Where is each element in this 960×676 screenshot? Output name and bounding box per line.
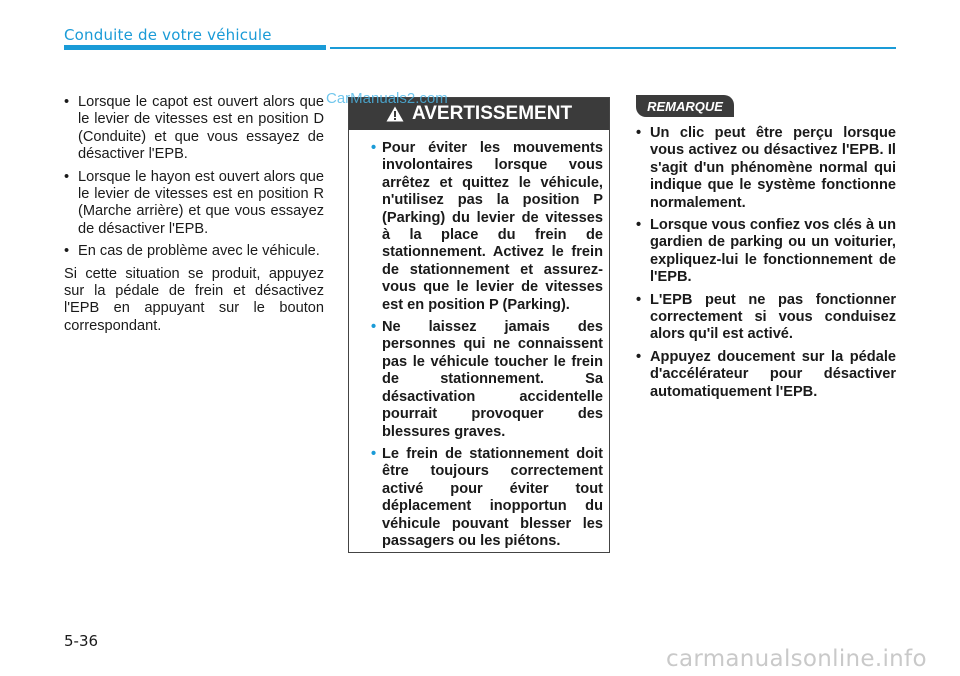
remark-badge: REMARQUE (636, 95, 734, 117)
footer-watermark: carmanualsonline.info (666, 646, 927, 672)
watermark-top: CarManuals2.com (326, 90, 448, 107)
warning-box (348, 97, 610, 553)
list-item: • Pour éviter les mouvements involontaires lorsque vous arrêtez et quittez le véhicule, n'utilisez pas la position P (Parking) du levier de vitesses à la place du frein de stationnement. Activez le frein de stationnement et assurez-vous que le levier de vitesses est en position P (Parking). (371, 140, 603, 314)
list-item: • Le frein de stationnement doit être toujours correctement activé pour éviter tout déplacement inopportun du véhicule pouvant blesser les passagers ou les piétons. (371, 446, 603, 550)
list-item: • Lorsque le capot est ouvert alors que le levier de vitesses est en position D (Conduite) et que vous essayez de désactiver l'EPB. (64, 94, 324, 164)
warning-triangle-icon (386, 106, 404, 122)
left-column (64, 94, 324, 335)
header-rule-thin (330, 47, 896, 49)
remark-list (636, 125, 896, 406)
list-item: • Appuyez doucement sur la pédale d'accélérateur pour désactiver automatiquement l'EPB. (636, 349, 896, 401)
list-item: • Lorsque le hayon est ouvert alors que le levier de vitesses est en position R (Marche arrière) et que vous essayez de désactiver l'EPB. (64, 169, 324, 239)
header-rule-accent (64, 45, 326, 50)
section-title: Conduite de votre véhicule (64, 26, 272, 44)
warning-list (371, 140, 603, 555)
list-item: • L'EPB peut ne pas fonctionner correctement si vous conduisez alors qu'il est activé. (636, 292, 896, 344)
warning-title: AVERTISSEMENT (411, 103, 573, 124)
instruction-paragraph: Si cette situation se produit, appuyez sur la pédale de frein et désactivez l'EPB en appuyant sur le bouton correspondant. (64, 265, 324, 334)
page-number: 5-36 (64, 632, 99, 650)
list-item: • En cas de problème avec le véhicule. (64, 243, 324, 260)
list-item: • Un clic peut être perçu lorsque vous activez ou désactivez l'EPB. Il s'agit d'un phénomène normal qui indique que le système fonctionne normalement. (636, 125, 896, 212)
list-item: • Ne laissez jamais des personnes qui ne connaissent pas le véhicule toucher le frein de stationnement. Sa désactivation accidentelle pourrait provoquer des blessures graves. (371, 319, 603, 441)
list-item: • Lorsque vous confiez vos clés à un gardien de parking ou un voiturier, expliquez-lui le fonctionnement de l'EPB. (636, 217, 896, 287)
condition-list (64, 94, 324, 261)
